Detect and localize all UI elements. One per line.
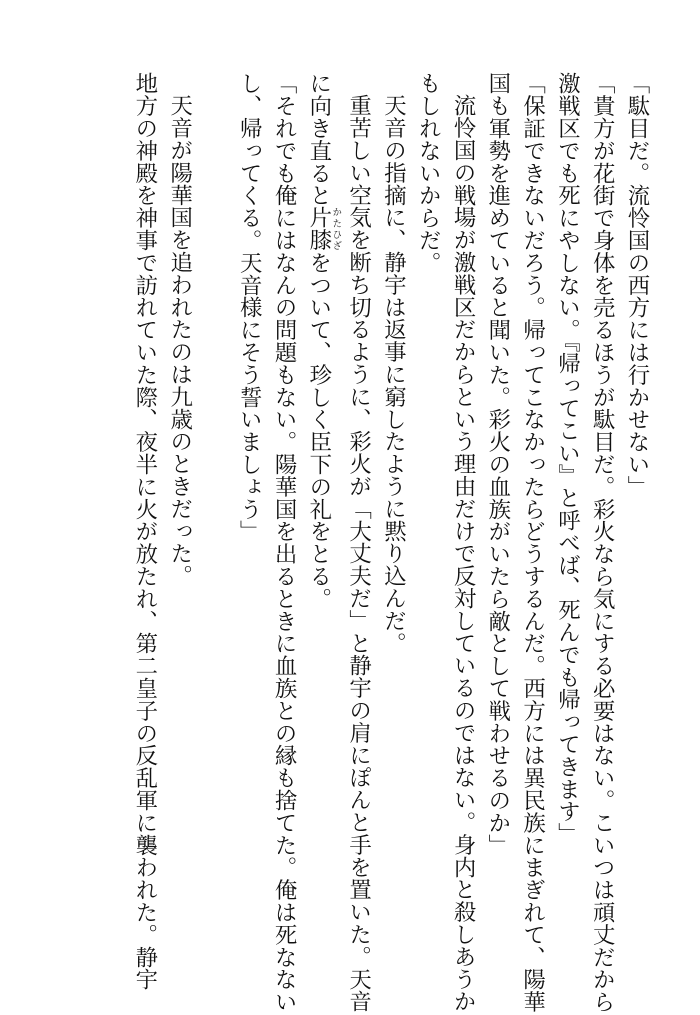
text-line: 国も軍勢を進めていると聞いた。彩火の血族がいたら敵として戦わせるのか」: [484, 72, 511, 856]
text-line: 激戦区でも死にやしない。『帰ってこい』と呼べば、死んでも帰ってきます」: [554, 72, 581, 845]
text-line: 「それでも俺にはなんの問題もない。陽華国を出るときに血族との縁も捨てた。俺は死なない: [271, 72, 298, 1013]
text-line: 「保証できないだろう。帰ってこなかったらどうするんだ。西方には異民族にまぎれて、陽華: [519, 72, 546, 1013]
text-segment: に向き直ると: [305, 72, 332, 207]
text-line: 重苦しい空気を断ち切るように、彩火が「大丈夫だ」と静宇の肩にぽんと手を置いた。天音: [345, 94, 372, 1013]
text-line-with-ruby: [301, 72, 341, 972]
text-line: もしれないからだ。: [415, 72, 442, 274]
text-line: 天音の指摘に、静宇は返事に窮したように黙り込んだ。: [380, 94, 407, 655]
ruby-reading: かたひざ: [330, 206, 342, 252]
blank-line: [197, 72, 232, 972]
ruby-annotation: [305, 206, 342, 252]
text-line: 流怜国の戦場が激戦区だからという理由だけで反対しているのではない。身内と殺しあうか: [450, 94, 477, 1013]
ruby-base: 片膝: [305, 206, 332, 252]
vertical-text-block: [127, 72, 654, 1013]
text-line: 「貴方が花街で身体を売るほうが駄目だ。彩火なら気にする必要はない。こいつは頑丈だから: [589, 72, 616, 1013]
text-line: 地方の神殿を神事で訪れていた際、夜半に火が放たれ、第二皇子の反乱軍に襲われた。静宇: [131, 72, 158, 991]
text-line: 天音が陽華国を追われたのは九歳のときだった。: [166, 94, 193, 588]
text-line: し、帰ってくる。天音様にそう誓いましょう」: [236, 72, 263, 543]
text-segment: をついて、珍しく臣下の礼をとる。: [305, 251, 332, 610]
text-line: 「駄目だ。流怜国の西方には行かせない」: [624, 72, 650, 498]
